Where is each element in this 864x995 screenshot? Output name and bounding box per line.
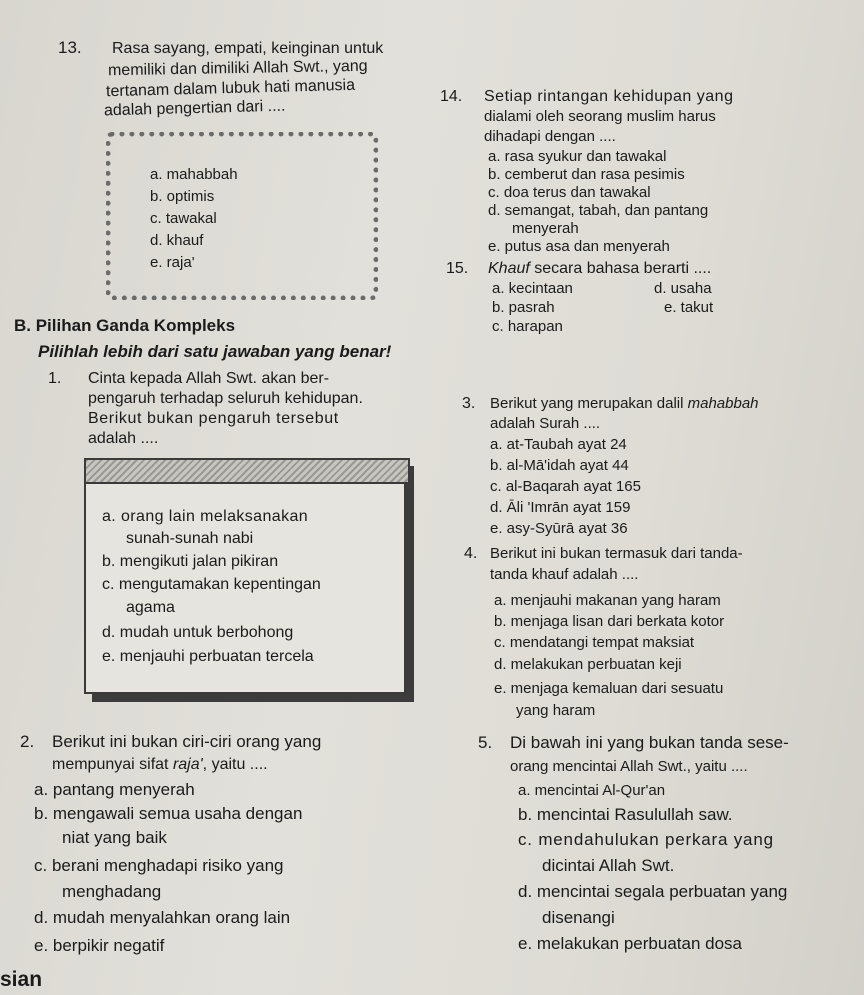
q3-option-a: a. at-Taubah ayat 24 — [490, 436, 627, 453]
q15-option-a: a. kecintaan — [492, 280, 573, 297]
q2-option-b-cont: niat yang baik — [62, 828, 167, 847]
q4-line-2: tanda khauf adalah .... — [490, 566, 639, 583]
q14-line-2: dialami oleh seorang muslim harus — [484, 108, 716, 125]
q13-line-2: memiliki dan dimiliki Allah Swt., yang — [107, 57, 368, 80]
q15-option-c: c. harapan — [492, 318, 563, 335]
q1-option-a-cont: sunah-sunah nabi — [126, 530, 254, 547]
q2-line-2 — [52, 756, 268, 774]
q3-option-b: b. al-Mā'idah ayat 44 — [490, 457, 629, 474]
q14-option-c: c. doa terus dan tawakal — [488, 184, 651, 201]
q1-option-e: e. menjauhi perbuatan tercela — [102, 648, 314, 665]
q5-option-c-cont: dicintai Allah Swt. — [542, 856, 675, 875]
q4-option-b: b. menjaga lisan dari berkata kotor — [494, 613, 725, 630]
q2-option-e: e. berpikir negatif — [34, 936, 165, 955]
q1-options-box-header — [84, 458, 410, 484]
q3-option-e: e. asy-Syūrā ayat 36 — [490, 520, 628, 537]
q3-stem-pre: Berikut yang merupakan dalil — [490, 395, 688, 412]
q13-number: 13. — [58, 38, 82, 57]
section-b-instruction: Pilihlah lebih dari satu jawaban yang benar! — [38, 342, 392, 361]
q14-number: 14. — [440, 88, 463, 105]
q1-option-c: c. mengutamakan kepentingan — [102, 576, 321, 593]
q2-option-b: b. mengawali semua usaha dengan — [34, 804, 303, 823]
q4-option-e-cont: yang haram — [516, 702, 596, 719]
decorative-scallop-frame — [106, 132, 378, 300]
q5-number: 5. — [478, 733, 493, 752]
q3-stem — [490, 395, 759, 413]
q5-line-2: orang mencintai Allah Swt., yaitu .... — [510, 758, 748, 775]
q13-option-d: d. khauf — [150, 232, 204, 249]
q15-stem-rest: secara bahasa berarti .... — [529, 260, 712, 277]
q3-number: 3. — [462, 395, 476, 412]
q1-option-d: d. mudah untuk berbohong — [102, 624, 294, 641]
q1-option-c-cont: agama — [126, 599, 175, 616]
q13-line-3: tertanam dalam lubuk hati manusia — [105, 76, 356, 101]
q2-line-2-post: , yaitu .... — [202, 756, 268, 773]
q3-option-c: c. al-Baqarah ayat 165 — [490, 478, 641, 495]
q1-line-4: adalah .... — [88, 430, 159, 447]
q15-stem — [488, 260, 711, 278]
q15-option-d: d. usaha — [654, 280, 712, 297]
q14-option-b: b. cemberut dan rasa pesimis — [488, 166, 685, 183]
q1-number: 1. — [48, 370, 62, 387]
q15-number: 15. — [446, 260, 469, 277]
q1-line-1: Cinta kepada Allah Swt. akan ber- — [88, 370, 330, 387]
q4-line-1: Berikut ini bukan termasuk dari tanda- — [490, 545, 743, 562]
q3-line-2: adalah Surah .... — [490, 415, 601, 432]
q4-number: 4. — [464, 545, 478, 562]
q13-option-e: e. raja' — [150, 254, 195, 271]
q1-option-b: b. mengikuti jalan pikiran — [102, 553, 279, 570]
q15-option-b: b. pasrah — [492, 299, 555, 316]
q14-option-d-cont: menyerah — [512, 220, 579, 237]
q4-option-e: e. menjaga kemaluan dari sesuatu — [494, 680, 724, 697]
q5-option-b: b. mencintai Rasulullah saw. — [518, 805, 733, 824]
q5-option-a: a. mencintai Al-Qur'an — [518, 782, 666, 799]
q4-option-a: a. menjauhi makanan yang haram — [494, 592, 721, 609]
q5-option-d: d. mencintai segala perbuatan yang — [518, 882, 788, 901]
section-b-title: B. Pilihan Ganda Kompleks — [14, 316, 236, 335]
q1-line-3: Berikut bukan pengaruh tersebut — [88, 410, 339, 427]
q4-option-c: c. mendatangi tempat maksiat — [494, 634, 695, 651]
footer-label: sian — [0, 968, 43, 991]
q15-stem-italic: Khauf — [488, 260, 530, 277]
q14-option-d: d. semangat, tabah, dan pantang — [488, 202, 709, 219]
q5-option-d-cont: disenangi — [542, 908, 615, 927]
q15-option-e: e. takut — [664, 299, 714, 316]
q4-option-d: d. melakukan perbuatan keji — [494, 656, 682, 673]
q14-option-a: a. rasa syukur dan tawakal — [488, 148, 667, 165]
q2-line-1: Berikut ini bukan ciri-ciri orang yang — [52, 732, 322, 751]
q2-line-2-pre: mempunyai sifat — [52, 756, 173, 773]
q2-option-a: a. pantang menyerah — [34, 780, 195, 799]
q13-line-1: Rasa sayang, empati, keinginan untuk — [112, 40, 384, 57]
q3-stem-italic: mahabbah — [687, 395, 759, 412]
q13-option-b: b. optimis — [150, 188, 215, 205]
q2-option-d: d. mudah menyalahkan orang lain — [34, 908, 291, 927]
q14-option-e: e. putus asa dan menyerah — [488, 238, 670, 255]
q2-line-2-italic: raja' — [172, 756, 203, 773]
q14-line-3: dihadapi dengan .... — [484, 128, 616, 145]
q13-option-c: c. tawakal — [150, 210, 217, 227]
q13-option-a: a. mahabbah — [150, 166, 238, 183]
q3-option-d: d. Āli 'Imrān ayat 159 — [490, 499, 631, 516]
q2-option-c: c. berani menghadapi risiko yang — [34, 856, 284, 875]
q2-option-c-cont: menghadang — [62, 882, 162, 901]
q14-line-1: Setiap rintangan kehidupan yang — [484, 88, 734, 105]
q13-line-4: adalah pengertian dari .... — [103, 97, 286, 120]
q5-option-e: e. melakukan perbuatan dosa — [518, 934, 742, 953]
q1-option-a: a. orang lain melaksanakan — [102, 508, 309, 525]
q5-line-1: Di bawah ini yang bukan tanda sese- — [510, 733, 789, 752]
q5-option-c: c. mendahulukan perkara yang — [518, 830, 774, 849]
q1-line-2: pengaruh terhadap seluruh kehidupan. — [88, 390, 363, 407]
q2-number: 2. — [20, 732, 35, 751]
